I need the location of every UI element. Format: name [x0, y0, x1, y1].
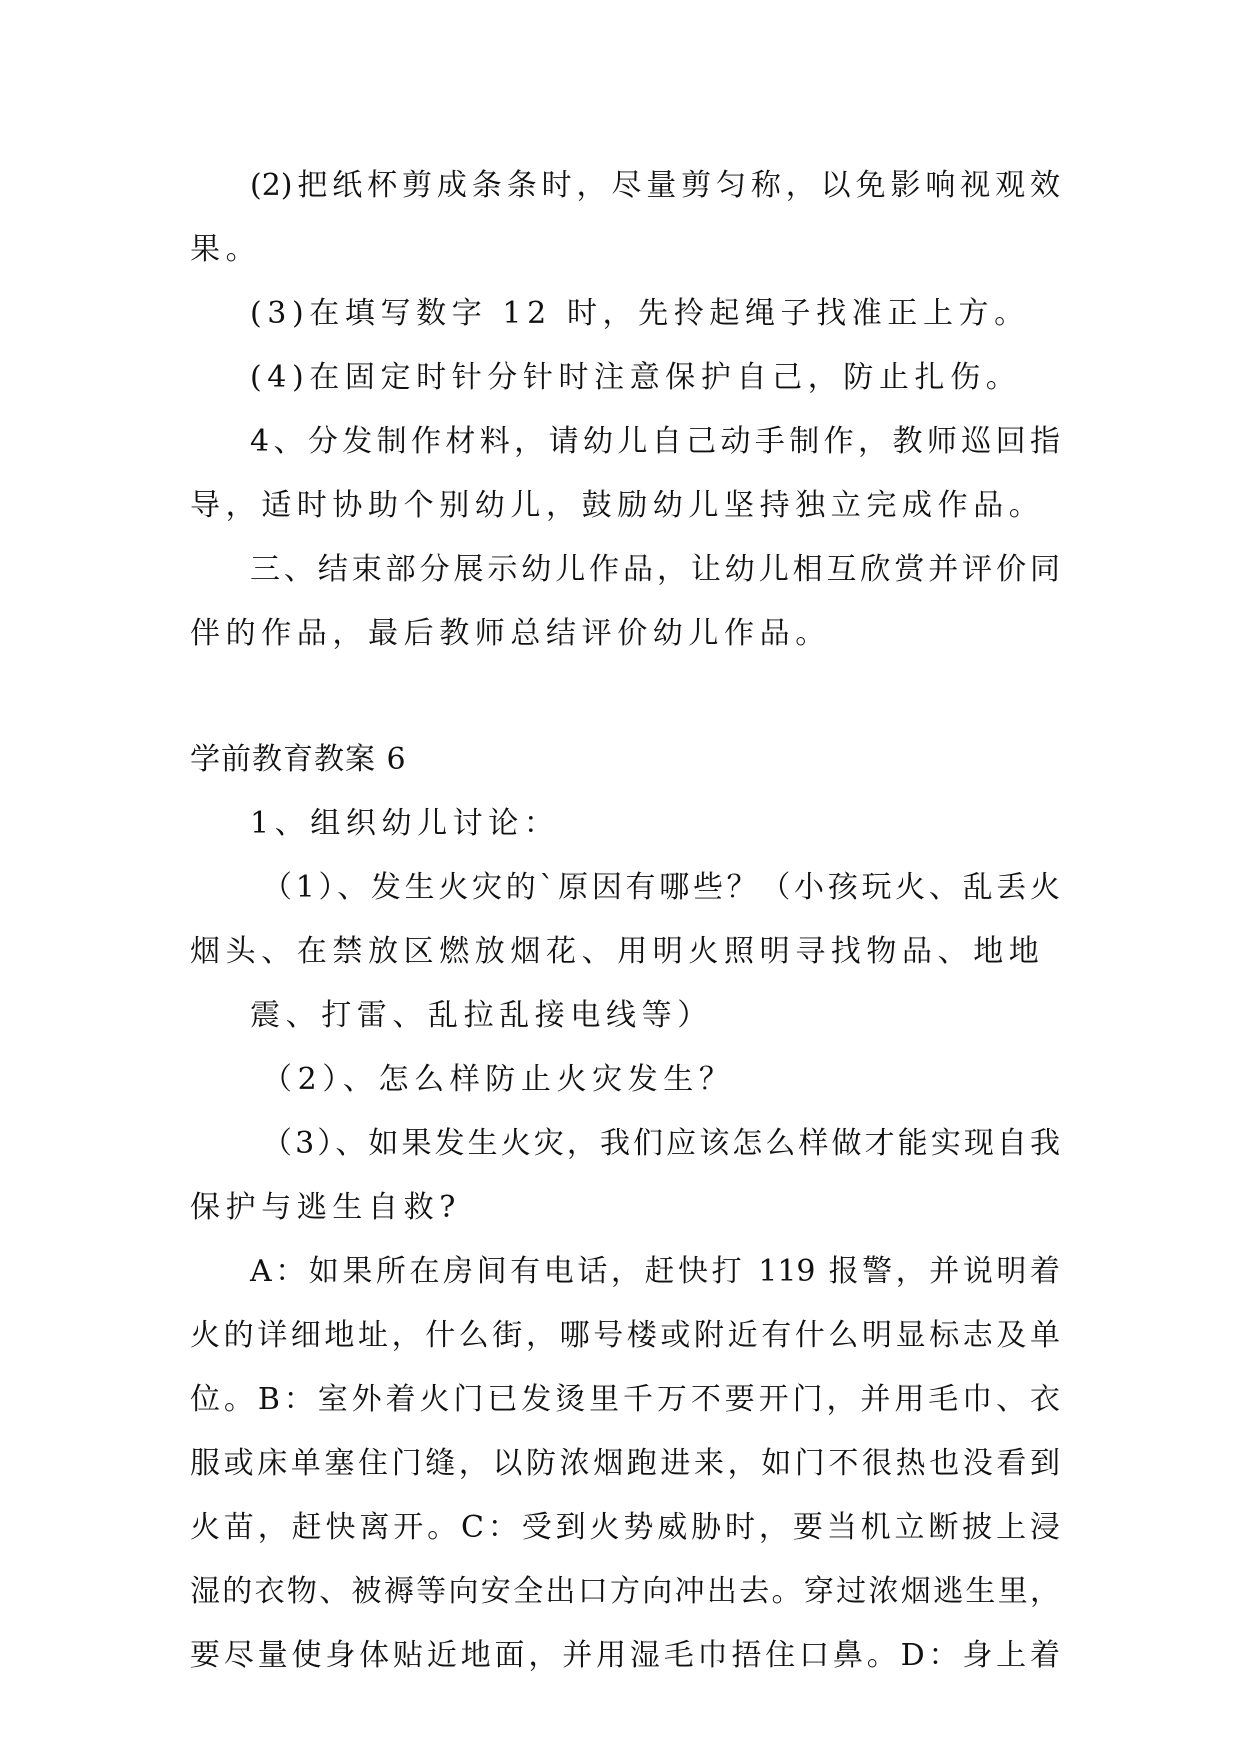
paragraph-line: 火的详细地址，什么街，哪号楼或附近有什么明显标志及单 — [190, 1318, 1060, 1353]
paragraph-line: 湿的衣物、被褥等向安全出口方向冲出去。穿过浓烟逃生里， — [190, 1574, 1060, 1609]
paragraph-line: 4、分发制作材料，请幼儿自己动手制作，教师巡回指 — [250, 424, 1060, 459]
paragraph-line: (2)把纸杯剪成条条时，尽量剪匀称，以免影响视观效 — [250, 168, 1060, 203]
paragraph-line: 火苗，赶快离开。C：受到火势威胁时，要当机立断披上浸 — [190, 1510, 1060, 1545]
paragraph-line: 三、结束部分展示幼儿作品，让幼儿相互欣赏并评价同 — [250, 552, 1060, 587]
paragraph-line: 烟头、在禁放区燃放烟花、用明火照明寻找物品、地地 — [190, 934, 1045, 969]
section-heading: 学前教育教案 6 — [190, 742, 407, 777]
paragraph-line: 伴的作品，最后教师总结评价幼儿作品。 — [190, 616, 831, 651]
paragraph-line: 服或床单塞住门缝，以防浓烟跑进来，如门不很热也没看到 — [190, 1446, 1060, 1481]
paragraph-line: A：如果所在房间有电话，赶快打 119 报警，并说明着 — [250, 1254, 1060, 1289]
paragraph-line: 果。 — [190, 232, 262, 267]
paragraph-line: 位。B：室外着火门已发烫里千万不要开门，并用毛巾、衣 — [190, 1382, 1060, 1417]
paragraph-line: (3)在填写数字 12 时，先拎起绳子找准正上方。 — [250, 296, 1030, 331]
paragraph-line: 震、打雷、乱拉乱接电线等） — [250, 998, 713, 1033]
paragraph-line: （3）、如果发生火灾，我们应该怎么样做才能实现自我 — [262, 1126, 1060, 1161]
paragraph-line: （2）、怎么样防止火灾发生？ — [262, 1062, 735, 1097]
paragraph-line: 导，适时协助个别幼儿，鼓励幼儿坚持独立完成作品。 — [190, 488, 1045, 523]
paragraph-line: 1、组织幼儿讨论： — [250, 806, 560, 841]
paragraph-line: 要尽量使身体贴近地面，并用湿毛巾捂住口鼻。D：身上着 — [190, 1638, 1060, 1673]
paragraph-line: 保护与逃生自救? — [190, 1190, 461, 1225]
paragraph-line: (4)在固定时针分针时注意保护自己，防止扎伤。 — [250, 360, 1022, 395]
paragraph-line: （1）、发生火灾的`原因有哪些？（小孩玩火、乱丢火 — [262, 870, 1060, 905]
